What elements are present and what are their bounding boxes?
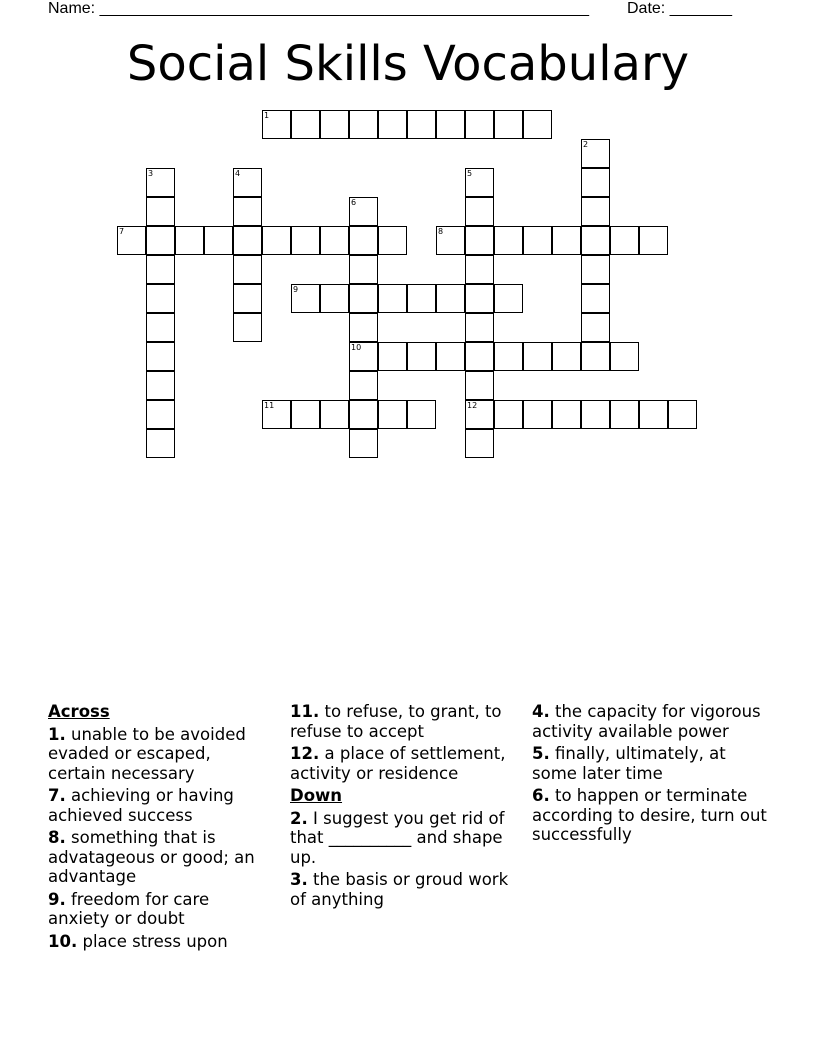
crossword-cell[interactable] [465,400,494,429]
clue-across-1 [48,725,273,784]
crossword-cell[interactable] [349,342,378,371]
crossword-cell[interactable] [668,400,697,429]
crossword-cell[interactable] [378,226,407,255]
crossword-cell[interactable] [320,284,349,313]
crossword-cell[interactable] [465,342,494,371]
crossword-cell[interactable] [349,429,378,458]
crossword-cell[interactable] [494,284,523,313]
crossword-cell[interactable] [320,226,349,255]
crossword-cell[interactable] [146,284,175,313]
crossword-cell[interactable] [378,400,407,429]
clue-down-3 [290,870,515,909]
crossword-cell[interactable] [233,255,262,284]
crossword-cell[interactable] [262,226,291,255]
crossword-cell[interactable] [436,110,465,139]
clue-across-7 [48,786,273,825]
cell-number: 3 [148,169,154,178]
clue-number: 2. [290,808,308,828]
crossword-cell[interactable] [233,197,262,226]
crossword-cell[interactable] [581,255,610,284]
clue-number: 1. [48,724,66,744]
crossword-cell[interactable] [523,110,552,139]
crossword-cell[interactable] [349,110,378,139]
crossword-cell[interactable] [349,226,378,255]
clues-column-1 [48,702,273,954]
crossword-cell[interactable] [523,226,552,255]
crossword-cell[interactable] [204,226,233,255]
crossword-cell[interactable] [552,342,581,371]
crossword-cell[interactable] [378,342,407,371]
clue-number: 4. [532,702,550,721]
crossword-cell[interactable] [320,110,349,139]
crossword-cell[interactable] [349,197,378,226]
crossword-cell[interactable] [581,168,610,197]
clue-number: 5. [532,744,550,763]
crossword-cell[interactable] [146,400,175,429]
cell-number: 10 [351,343,362,352]
crossword-cell[interactable] [291,400,320,429]
crossword-cell[interactable] [233,313,262,342]
crossword-cell[interactable] [552,226,581,255]
clue-down-5 [532,744,772,783]
crossword-cell[interactable] [465,429,494,458]
page-title: Social Skills Vocabulary [126,36,690,92]
crossword-cell[interactable] [233,226,262,255]
clue-number: 8. [48,828,66,847]
clue-text: to refuse, to grant, to refuse to accept [290,702,502,741]
clue-text: a place of settlement, activity or residence [290,744,506,783]
crossword-cell[interactable] [610,400,639,429]
crossword-cell[interactable] [610,226,639,255]
crossword-cell[interactable] [465,110,494,139]
date-line[interactable]: Date: _______ [627,0,732,17]
cell-number: 9 [293,285,299,294]
crossword-cell[interactable] [349,371,378,400]
clue-number: 11. [290,702,320,721]
crossword-cell[interactable] [436,342,465,371]
crossword-cell[interactable] [262,400,291,429]
clue-down-6 [532,786,772,845]
clue-text: unable to be avoided evaded or escaped, certain necessary [48,724,246,783]
crossword-cell[interactable] [146,313,175,342]
cell-number: 6 [351,198,357,207]
crossword-cell[interactable] [349,284,378,313]
clue-text: the capacity for vigorous activity available power [532,702,761,741]
crossword-cell[interactable] [465,168,494,197]
cell-number: 4 [235,169,241,178]
crossword-cell[interactable] [523,400,552,429]
crossword-cell[interactable] [494,400,523,429]
crossword-cell[interactable] [349,400,378,429]
crossword-cell[interactable] [407,400,436,429]
crossword-cell[interactable] [117,226,146,255]
crossword-cell[interactable] [233,168,262,197]
clue-number: 9. [48,889,66,909]
crossword-cell[interactable] [146,168,175,197]
crossword-cell[interactable] [146,342,175,371]
clue-text: achieving or having achieved success [48,786,234,825]
crossword-cell[interactable] [494,342,523,371]
clue-number: 12. [290,744,320,763]
clue-text: finally, ultimately, at some later time [532,744,726,783]
crossword-cell[interactable] [552,400,581,429]
crossword-cell[interactable] [262,110,291,139]
crossword-cell[interactable] [146,371,175,400]
crossword-cell[interactable] [378,284,407,313]
clue-across-8 [48,828,273,887]
clues-column-3 [532,702,772,848]
crossword-cell[interactable] [436,226,465,255]
crossword-cell[interactable] [581,226,610,255]
crossword-cell[interactable] [494,226,523,255]
clue-text: the basis or groud work of anything [290,870,509,909]
crossword-cell[interactable] [349,313,378,342]
crossword-cell[interactable] [407,342,436,371]
clue-text: something that is advatageous or good; an advantage [48,828,255,886]
crossword-cell[interactable] [291,284,320,313]
crossword-cell[interactable] [320,400,349,429]
clue-across-11 [290,702,515,741]
crossword-cell[interactable] [378,110,407,139]
clue-number: 10. [48,931,78,951]
crossword-cell[interactable] [581,400,610,429]
crossword-cell[interactable] [465,197,494,226]
clue-down-2 [290,809,515,868]
crossword-cell[interactable] [465,284,494,313]
crossword-cell[interactable] [465,255,494,284]
clue-across-10 [48,932,273,952]
cell-number: 11 [264,401,275,410]
clue-number: 6. [532,786,550,805]
clue-number: 3. [290,870,308,889]
name-line[interactable]: Name: _______________________________________________________ [48,0,589,17]
crossword-cell[interactable] [407,110,436,139]
down-heading: Down [290,786,343,805]
clue-text: I suggest you get rid of that __________ and shape up. [290,808,505,867]
clue-number: 7. [48,786,66,805]
clue-across-12 [290,744,515,783]
clue-across-9 [48,890,273,929]
cell-number: 8 [438,227,444,236]
crossword-cell[interactable] [494,110,523,139]
crossword-cell[interactable] [581,197,610,226]
clue-text: to happen or terminate according to desire, turn out successfully [532,786,767,844]
crossword-cell[interactable] [349,255,378,284]
crossword-cell[interactable] [639,400,668,429]
crossword-cell[interactable] [581,139,610,168]
cell-number: 1 [264,111,270,120]
crossword-cell[interactable] [639,226,668,255]
crossword-cell[interactable] [233,284,262,313]
crossword-cell[interactable] [407,284,436,313]
crossword-cell[interactable] [581,284,610,313]
crossword-cell[interactable] [523,342,552,371]
clue-text: freedom for care anxiety or doubt [48,889,210,928]
crossword-cell[interactable] [581,342,610,371]
crossword-cell[interactable] [465,313,494,342]
crossword-cell[interactable] [146,429,175,458]
crossword-cell[interactable] [175,226,204,255]
crossword-cell[interactable] [465,371,494,400]
clue-down-4 [532,702,772,741]
crossword-cell[interactable] [146,226,175,255]
crossword-cell[interactable] [146,197,175,226]
cell-number: 7 [119,227,125,236]
crossword-grid [0,0,816,470]
across-heading: Across [48,702,110,721]
crossword-cell[interactable] [465,226,494,255]
cell-number: 2 [583,140,589,149]
crossword-cell[interactable] [610,342,639,371]
crossword-cell[interactable] [291,226,320,255]
cell-number: 12 [467,401,478,410]
crossword-cell[interactable] [146,255,175,284]
clue-text: place stress upon [82,931,228,951]
crossword-cell[interactable] [581,313,610,342]
crossword-cell[interactable] [291,110,320,139]
clues-column-2 [290,702,515,912]
cell-number: 5 [467,169,473,178]
crossword-cell[interactable] [436,284,465,313]
